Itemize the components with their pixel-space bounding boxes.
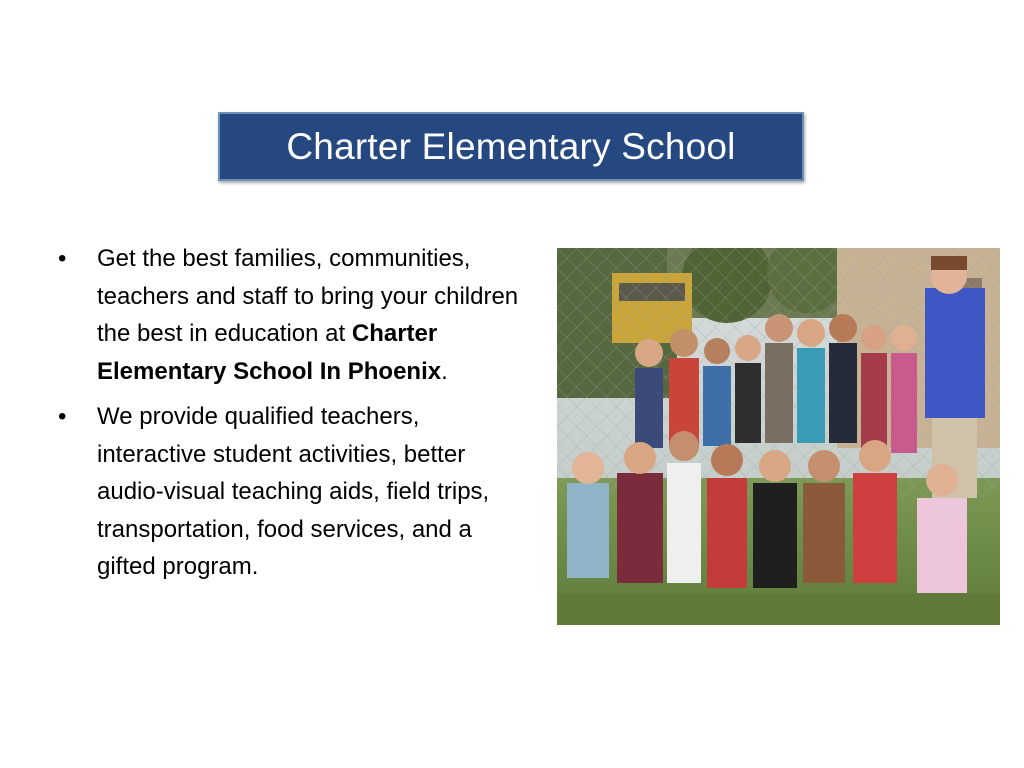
slide-title: Charter Elementary School [286, 125, 736, 167]
school-name-bold: Charter Elementary School In Phoenix [97, 320, 442, 385]
bullet-item [58, 398, 528, 586]
bullet-list [58, 240, 528, 594]
bullet-item [58, 240, 528, 390]
bullet-icon: • [58, 245, 67, 272]
bullet-text: Get the best families, communities, teachers and staff to bring your children the best in education at [97, 245, 519, 347]
title-banner [218, 112, 804, 181]
bullet-icon: • [58, 403, 67, 430]
group-photo-icon [557, 248, 1000, 625]
bullet-text-end: . [441, 357, 448, 385]
bullet-text: We provide qualified teachers, interactive student activities, better audio-visual teaching aids, field trips, transportation, food services, and a gifted program. [97, 403, 490, 580]
group-photo [557, 248, 1000, 625]
